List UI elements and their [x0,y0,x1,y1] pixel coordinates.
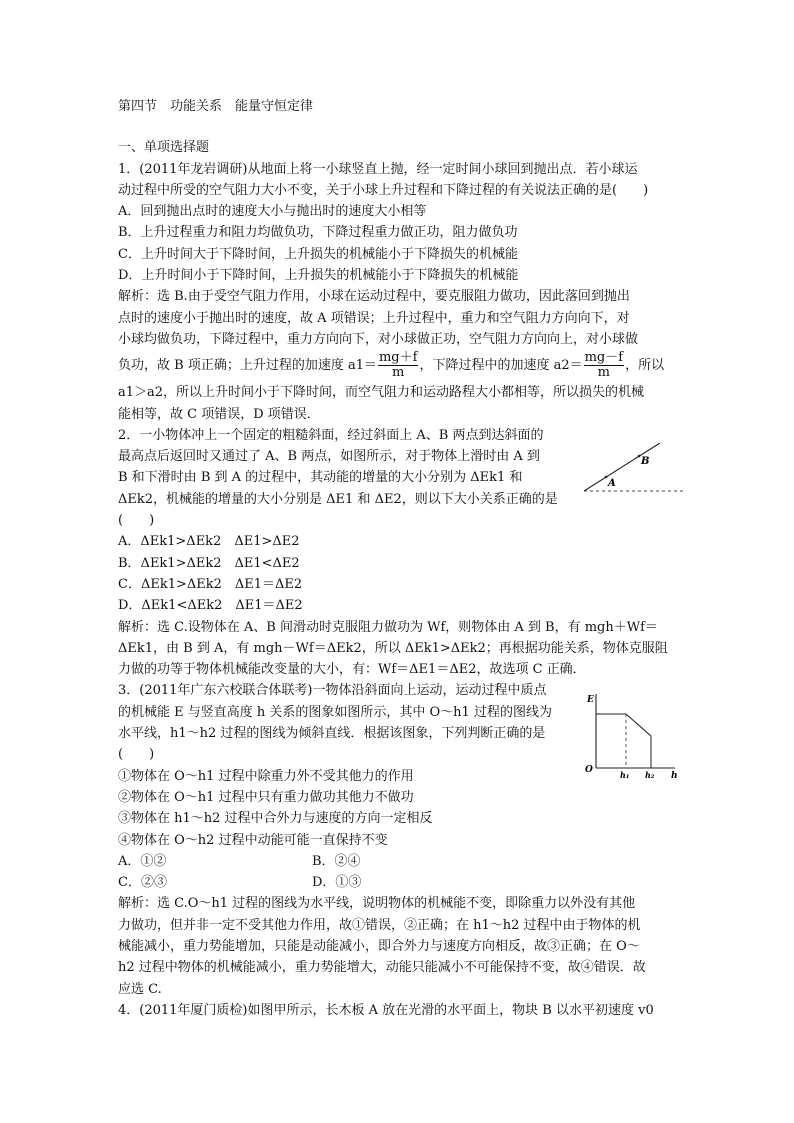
fraction-a2-numerator: mg－f [584,350,624,366]
q3-options-row [118,872,684,893]
q1-formula-pre: 负功，故 B 项正确；上升过程的加速度 a1＝ [118,358,377,374]
q3-option-d: D．①③ [312,875,362,891]
q3-answer-bracket: ( ) [118,747,155,763]
incline-surface [584,443,660,491]
q2-analysis-line: ΔEk1，由 B 到 A，有 mgh－Wf＝ΔEk2，所以 ΔEk1>ΔEk2；再根据功能关系，物体克服阻 [118,640,668,656]
incline-figure [576,440,688,500]
q1-line: 1．(2011年龙岩调研)从地面上将一小球竖直上抛，经一定时间小球回到抛出点．若小球运 [118,161,638,177]
question-1 [118,159,684,425]
q3-analysis-line: 解析：选 C.O～h1 过程的图线为水平线，说明物体的机械能不变，即除重力以外没有其他 [118,896,636,912]
q1-option-d: D．上升时间小于下降时间，上升损失的机械能小于下降损失的机械能 [118,268,519,284]
q2-option-b: B．ΔEk1>ΔEk2 ΔE1<ΔE2 [118,555,300,571]
q3-analysis-line: 力做功，但并非一定不受其他力作用，故①错误，②正确；在 h1～h2 过程中由于物体的机 [118,917,641,933]
q3-line: 的机械能 E 与竖直高度 h 关系的图象如图所示，其中 O～h1 过程的图线为 [118,704,552,720]
fraction-a1-numerator: mg＋f [378,350,418,366]
q1-analysis-line: 点时的速度小于抛出时的速度，故 A 项错误；上升过程中，重力和空气阻力方向向下，对 [118,310,630,326]
e-axis-label: E [587,695,594,705]
q3-analysis-line: h2 过程中物体的机械能减小，重力势能增大，动能只能减小不可能保持不变，故④错误．故 [118,960,646,976]
q1-analysis-line: 小球均做负功，下降过程中，重力方向向下，对小球做正功，空气阻力方向向上，对小球做 [118,331,639,347]
q2-option-c: C．ΔEk1>ΔEk2 ΔE1＝ΔE2 [118,576,303,592]
document-page [118,96,684,1021]
fraction-a2 [584,351,624,380]
q3-options-row [118,851,684,872]
q4-line: 4．(2011年厦门质检)如图甲所示，长木板 A 放在光滑的水平面上，物块 B 以水平初速度 v0 [118,1002,654,1018]
point-a-label: A [608,478,616,489]
q3-option-b: B．②④ [312,853,361,869]
q2-analysis-line: 力做的功等于物体机械能改变量的大小，有：Wf＝ΔE1＝ΔE2，故选项 C 正确． [118,662,586,678]
q2-answer-bracket: ( ) [118,513,155,529]
question-4 [118,1000,684,1021]
q3-option-a: A．①② [118,853,167,869]
q2-line: 2．一小物体冲上一个固定的粗糙斜面，经过斜面上 A、B 两点到达斜面的 [118,427,544,443]
q2-option-d: D．ΔEk1<ΔEk2 ΔE1＝ΔE2 [118,598,303,614]
q1-option-b: B．上升过程重力和阻力均做负功，下降过程重力做正功，阻力做负功 [118,225,518,241]
point-b-label: B [641,456,650,467]
q1-option-c: C．上升时间大于下降时间，上升损失的机械能小于下降损失的机械能 [118,246,518,262]
q2-line: ΔEk2，机械能的增量的大小分别是 ΔE1 和 ΔE2，则以下大小关系正确的是 [118,491,558,507]
q3-statement-1: ①物体在 O～h1 过程中除重力外不受其他力的作用 [118,768,414,784]
h1-label: h₁ [620,770,630,780]
energy-height-graph [580,690,680,782]
q1-formula-mid: ，下降过程中的加速度 a2＝ [419,358,583,374]
q1-formula-post: ，所以 [625,358,665,374]
point-a-marker [605,476,608,479]
q1-line: 动过程中所受的空气阻力大小不变，关于小球上升过程和下降过程的有关说法正确的是( ) [118,182,649,198]
q2-option-a: A．ΔEk1>ΔEk2 ΔE1>ΔE2 [118,534,300,550]
fraction-a1 [378,351,418,380]
q3-statement-2: ②物体在 O～h1 过程中只有重力做功其他力不做功 [118,789,414,805]
q3-analysis-line: 械能减小，重力势能增加，只能是动能减小，即合外力与速度方向相反，故③正确；在 O～ [118,938,640,954]
q1-analysis-line: a1＞a2，所以上升时间小于下降时间，而空气阻力和运动路程大小都相等，所以损失的机械 [118,385,645,401]
q1-option-a: A．回到抛出点时的速度大小与抛出时的速度大小相等 [118,204,427,220]
h2-label: h₂ [645,770,655,780]
q3-line: 水平线，h1～h2 过程的图线为倾斜直线．根据该图象，下列判断正确的是 [118,726,546,742]
fraction-a2-denominator: m [597,365,610,381]
q2-analysis-line: 解析：选 C.设物体在 A、B 间滑动时克服阻力做功为 Wf，则物体由 A 到 B，有 mgh＋Wf＝ [118,619,658,635]
q1-formula-line [118,350,684,382]
section-title: 第四节 功能关系 能量守恒定律 [118,99,314,114]
q3-statement-4: ④物体在 O～h2 过程中动能可能一直保持不变 [118,832,388,848]
q3-line: 3．(2011年广东六校联合体联考)一物体沿斜面向上运动，运动过程中质点 [118,683,547,699]
q1-analysis-line: 解析：选 B.由于受空气阻力作用，小球在运动过程中，要克服阻力做功，因此落回到抛出 [118,289,630,305]
origin-label: O [585,765,593,775]
h-axis-label: h [671,771,678,781]
fraction-a1-denominator: m [392,365,405,381]
q3-analysis-line: 应选 C. [118,981,162,997]
section-heading: 一、单项选择题 [118,140,210,156]
q1-analysis-line: 能相等，故 C 项错误，D 项错误． [118,406,320,422]
q2-line: 最高点后返回时又通过了 A、B 两点，如图所示，对于物体上滑时由 A 到 [118,449,540,465]
energy-curve [596,714,651,736]
q2-line: B 和下滑时由 B 到 A 的过程中，其动能的增量的大小分别为 ΔEk1 和 [118,470,523,486]
q3-statement-3: ③物体在 h1～h2 过程中合外力与速度的方向一定相反 [118,811,433,827]
point-b-marker [638,455,641,458]
q3-option-c: C．②③ [118,875,167,891]
